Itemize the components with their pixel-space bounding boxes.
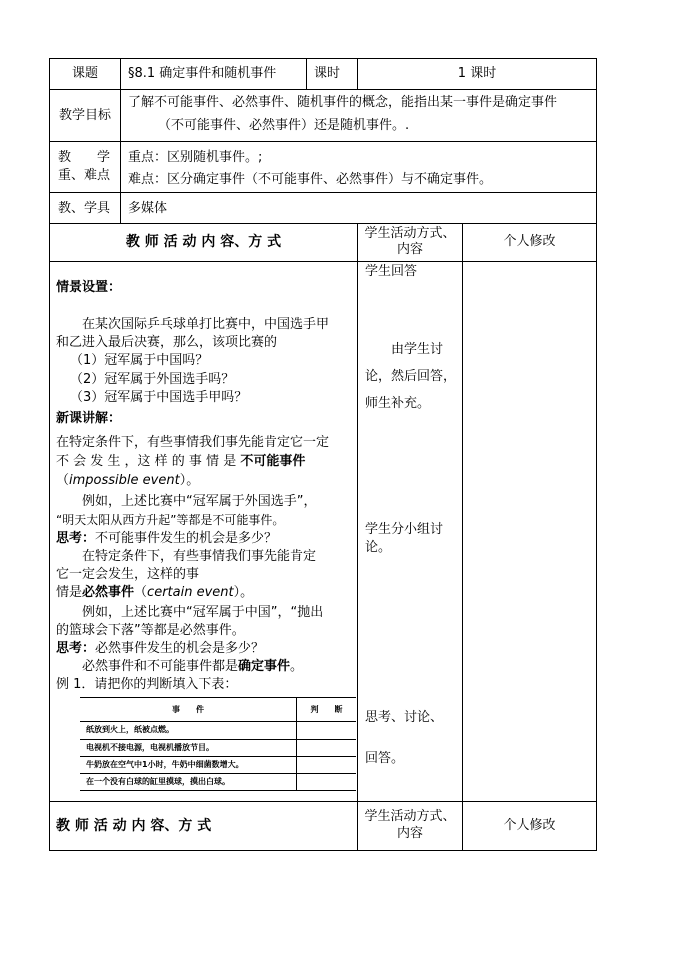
key-label-line1: 教 学 xyxy=(58,150,111,165)
student-column-heading-repeat-line1: 学生活动方式、 xyxy=(364,809,456,824)
think2-label: 思考： xyxy=(56,641,96,656)
summary-text: 必然事件和不可能事件都是 xyxy=(56,659,239,674)
impossible-def-line3 xyxy=(56,473,199,489)
goal-text-line2: （不可能事件、必然事件）还是随机事件。. xyxy=(158,118,410,133)
teacher-column-heading-repeat: 教 师 活 动 内 容、方 式 xyxy=(56,818,212,834)
paren-open: （ xyxy=(56,473,70,488)
example1-line2: “明天太阳从西方升起”等都是不可能事件。 xyxy=(56,513,285,527)
question-1: （1）冠军属于中国吗？ xyxy=(70,353,209,368)
student-column-heading-line1: 学生活动方式、 xyxy=(364,226,456,241)
think2 xyxy=(56,641,264,657)
tools-value: 多媒体 xyxy=(128,201,168,216)
impossible-def-line1: 在特定条件下，有些事情我们事先能肯定它一定 xyxy=(56,435,330,450)
impossible-def-text: 不 会 发 生 ，这 样 的 事 情 是 xyxy=(56,454,241,469)
example2-line2: 的篮球会下落”等都是必然事件。 xyxy=(56,623,245,638)
table-row-divider xyxy=(49,801,597,802)
example-1-prompt: 例 1．请把你的判断填入下表： xyxy=(56,677,238,692)
scene-title: 情景设置： xyxy=(56,280,122,295)
certain-event-english: certain event xyxy=(147,585,234,600)
table-row-divider xyxy=(49,223,597,224)
certain-def-line3 xyxy=(56,585,253,601)
student-activity-discuss-line2: 论，然后回答， xyxy=(365,369,457,384)
judge-table-bottom xyxy=(80,790,356,791)
table-row-divider xyxy=(49,261,597,262)
question-3: （3）冠军属于中国选手甲吗？ xyxy=(70,390,248,405)
judge-table-row-divider xyxy=(80,773,356,774)
paren-open: （ xyxy=(134,585,148,600)
table-row-divider xyxy=(49,192,597,193)
goal-label: 教学目标 xyxy=(58,108,111,123)
topic-label: 课题 xyxy=(71,66,98,81)
impossible-event-english: impossible event xyxy=(69,473,180,488)
judge-row-event: 在一个没有白球的缸里摸球，摸出白球。 xyxy=(86,777,230,786)
student-activity-discuss-line3: 师生补充。 xyxy=(365,396,431,411)
student-column-divider xyxy=(462,223,463,851)
judge-col-event: 事 件 xyxy=(172,705,204,714)
deterministic-event-term: 确定事件 xyxy=(238,659,291,674)
key-label-line2: 重、难点 xyxy=(58,168,111,183)
student-column-heading-line2: 内容 xyxy=(396,242,423,257)
table-border-left xyxy=(49,58,50,851)
student-activity-group-line1: 学生分小组讨 xyxy=(365,522,444,537)
impossible-event-term: 不可能事件 xyxy=(240,454,306,469)
think1-label: 思考： xyxy=(56,531,96,546)
summary-line xyxy=(56,659,303,675)
table-border-top xyxy=(49,58,597,59)
think1 xyxy=(56,531,277,547)
certain-def-text: 情是 xyxy=(56,585,83,600)
judge-table-top xyxy=(80,697,356,698)
student-activity-think-line2: 回答。 xyxy=(365,751,405,766)
judge-table-row-divider xyxy=(80,756,356,757)
revise-column-heading-repeat: 个人修改 xyxy=(503,818,556,833)
student-activity-group-line2: 论。 xyxy=(365,540,392,555)
certain-def-line1: 在特定条件下，有些事情我们事先能肯定 xyxy=(56,549,317,564)
teacher-column-heading: 教 师 活 动 内 容、方 式 xyxy=(125,234,282,250)
teacher-column-divider xyxy=(357,223,358,851)
student-activity-discuss-line1: 由学生讨 xyxy=(365,342,444,357)
period-label: 课时 xyxy=(313,66,340,81)
student-activity-think-line1: 思考、讨论、 xyxy=(365,710,444,725)
judge-row-event: 电视机不接电源，电视机播放节目。 xyxy=(86,743,214,752)
student-column-heading-repeat-line2: 内容 xyxy=(396,826,423,841)
example2-line1: 例如，上述比赛中“冠军属于中国”，“抛出 xyxy=(56,605,324,620)
paren-close: ）。 xyxy=(233,585,254,600)
judge-table-row-divider xyxy=(80,721,356,722)
summary-end: 。 xyxy=(290,659,304,674)
tools-label: 教、学具 xyxy=(58,201,111,216)
judge-row-event: 牛奶放在空气中1小时，牛奶中细菌数增大。 xyxy=(86,760,244,769)
question-2: （2）冠军属于外国选手吗？ xyxy=(70,372,235,387)
revise-column-heading: 个人修改 xyxy=(503,234,556,249)
goal-text-line1: 了解不可能事件、必然事件、随机事件的概念，能指出某一事件是确定事件 xyxy=(128,95,558,110)
table-border-right xyxy=(596,58,597,851)
example1-line1: 例如，上述比赛中“冠军属于外国选手”， xyxy=(56,494,317,509)
new-lesson-title: 新课讲解： xyxy=(56,411,122,426)
judge-table-row-divider xyxy=(80,739,356,740)
paren-close: ）。 xyxy=(179,473,200,488)
certain-def-line2: 它一定会发生，这样的事 xyxy=(56,567,200,582)
impossible-def-line2 xyxy=(56,454,305,470)
period-value: 1 课时 xyxy=(457,66,497,81)
topic-value: §8.1 确定事件和随机事件 xyxy=(128,66,277,81)
table-row-divider xyxy=(49,141,597,142)
label-column-divider xyxy=(120,58,121,224)
student-activity-answer: 学生回答 xyxy=(365,264,418,279)
think2-question: 必然事件发生的机会是多少？ xyxy=(95,641,265,656)
table-border-bottom xyxy=(49,850,597,851)
think1-question: 不可能事件发生的机会是多少？ xyxy=(95,531,278,546)
judge-col-judgment: 判 断 xyxy=(310,705,343,714)
key-point: 重点：区别随机事件。; xyxy=(128,150,263,165)
judge-row-event: 纸放到火上，纸被点燃。 xyxy=(86,725,174,734)
certain-event-term: 必然事件 xyxy=(82,585,135,600)
table-row-divider xyxy=(49,89,597,90)
difficulty-point: 难点：区分确定事件（不可能事件、必然事件）与不确定事件。 xyxy=(128,172,493,187)
scene-paragraph-line1: 在某次国际乒乓球单打比赛中，中国选手甲 xyxy=(56,317,330,332)
scene-paragraph-line2: 和乙进入最后决赛，那么，该项比赛的 xyxy=(56,335,278,350)
